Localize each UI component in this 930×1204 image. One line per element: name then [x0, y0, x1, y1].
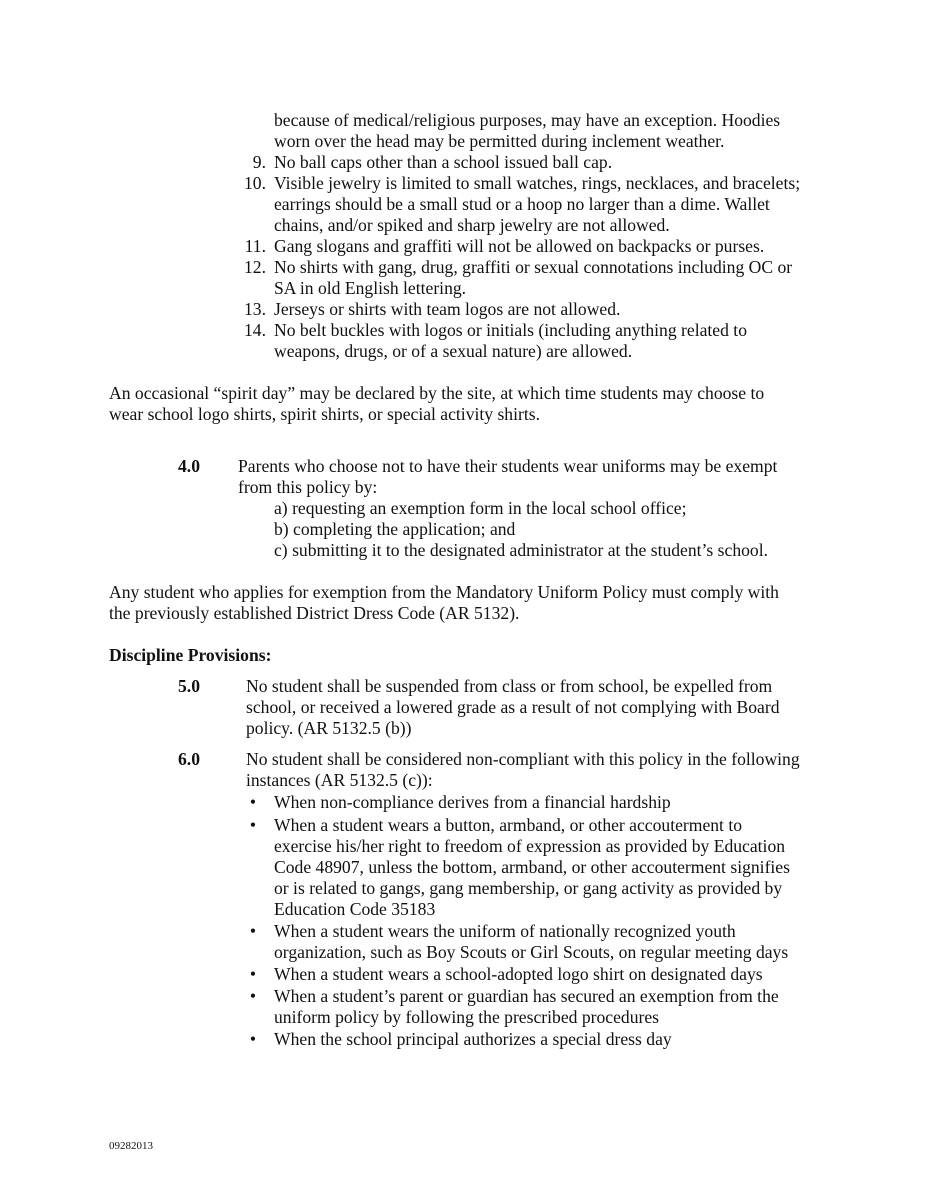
section-number: 6.0	[178, 749, 200, 769]
list-item-text: Visible jewelry is limited to small watches, rings, necklaces, and bracelets;	[274, 173, 801, 193]
spirit-day-paragraph: An occasional “spirit day” may be declared by the site, at which time students may choose to	[109, 383, 765, 403]
bullet-text: When non-compliance derives from a financial hardship	[274, 792, 671, 812]
list-item-number: 9.	[252, 152, 266, 172]
list-item-text: chains, and/or spiked and sharp jewelry are not allowed.	[274, 215, 670, 235]
exemption-paragraph: Any student who applies for exemption from the Mandatory Uniform Policy must comply with	[109, 582, 779, 602]
bullet-text: When a student wears the uniform of nationally recognized youth	[274, 921, 736, 941]
list-item-text: earrings should be a small stud or a hoop no larger than a dime. Wallet	[274, 194, 770, 214]
section-text: No student shall be considered non-compliant with this policy in the following	[246, 749, 800, 769]
list-item-number: 11.	[244, 236, 266, 256]
list-continuation-line: because of medical/religious purposes, may have an exception. Hoodies	[274, 110, 781, 130]
list-item-text: No shirts with gang, drug, graffiti or sexual connotations including OC or	[274, 257, 793, 277]
list-item-text: Jerseys or shirts with team logos are not allowed.	[274, 299, 621, 319]
section-text: Parents who choose not to have their students wear uniforms may be exempt	[238, 456, 778, 476]
list-continuation-line: worn over the head may be permitted during inclement weather.	[274, 131, 725, 151]
section-sub-item: a) requesting an exemption form in the local school office;	[274, 498, 687, 518]
bullet-text: When the school principal authorizes a special dress day	[274, 1029, 672, 1049]
bullet-icon: •	[249, 1029, 257, 1049]
list-item-text: SA in old English lettering.	[274, 278, 467, 298]
list-item-text: No ball caps other than a school issued ball cap.	[274, 152, 613, 172]
bullet-icon: •	[249, 964, 257, 984]
section-text: No student shall be suspended from class or from school, be expelled from	[246, 676, 773, 696]
bullet-icon: •	[249, 986, 257, 1006]
section-text: instances (AR 5132.5 (c)):	[246, 770, 433, 790]
bullet-icon: •	[249, 792, 257, 812]
list-item-number: 12.	[244, 257, 266, 277]
section-text: from this policy by:	[238, 477, 378, 497]
bullet-text: Code 48907, unless the bottom, armband, or other accouterment signifies	[274, 857, 790, 877]
exemption-paragraph: the previously established District Dress Code (AR 5132).	[109, 603, 520, 623]
discipline-heading: Discipline Provisions:	[109, 645, 272, 665]
bullet-text: When a student wears a school-adopted logo shirt on designated days	[274, 964, 763, 984]
bullet-text: organization, such as Boy Scouts or Girl Scouts, on regular meeting days	[274, 942, 789, 962]
bullet-text: When a student wears a button, armband, or other accouterment to	[274, 815, 743, 835]
footer-document-code: 09282013	[109, 1140, 153, 1152]
bullet-text: Education Code 35183	[274, 899, 436, 919]
bullet-text: exercise his/her right to freedom of expression as provided by Education	[274, 836, 786, 856]
list-item-text: Gang slogans and graffiti will not be allowed on backpacks or purses.	[274, 236, 765, 256]
bullet-text: or is related to gangs, gang membership, or gang activity as provided by	[274, 878, 783, 898]
section-number: 5.0	[178, 676, 200, 696]
spirit-day-paragraph: wear school logo shirts, spirit shirts, or special activity shirts.	[109, 404, 540, 424]
bullet-icon: •	[249, 921, 257, 941]
section-sub-item: b) completing the application; and	[274, 519, 516, 539]
bullet-text: uniform policy by following the prescribed procedures	[274, 1007, 660, 1027]
list-item-number: 13.	[244, 299, 266, 319]
section-number: 4.0	[178, 456, 200, 476]
section-text: school, or received a lowered grade as a result of not complying with Board	[246, 697, 780, 717]
list-item-number: 14.	[244, 320, 266, 340]
bullet-icon: •	[249, 815, 257, 835]
section-sub-item: c) submitting it to the designated administrator at the student’s school.	[274, 540, 769, 560]
section-text: policy. (AR 5132.5 (b))	[246, 718, 412, 738]
bullet-text: When a student’s parent or guardian has secured an exemption from the	[274, 986, 779, 1006]
list-item-text: No belt buckles with logos or initials (including anything related to	[274, 320, 747, 340]
list-item-number: 10.	[244, 173, 266, 193]
list-item-text: weapons, drugs, or of a sexual nature) are allowed.	[274, 341, 633, 361]
